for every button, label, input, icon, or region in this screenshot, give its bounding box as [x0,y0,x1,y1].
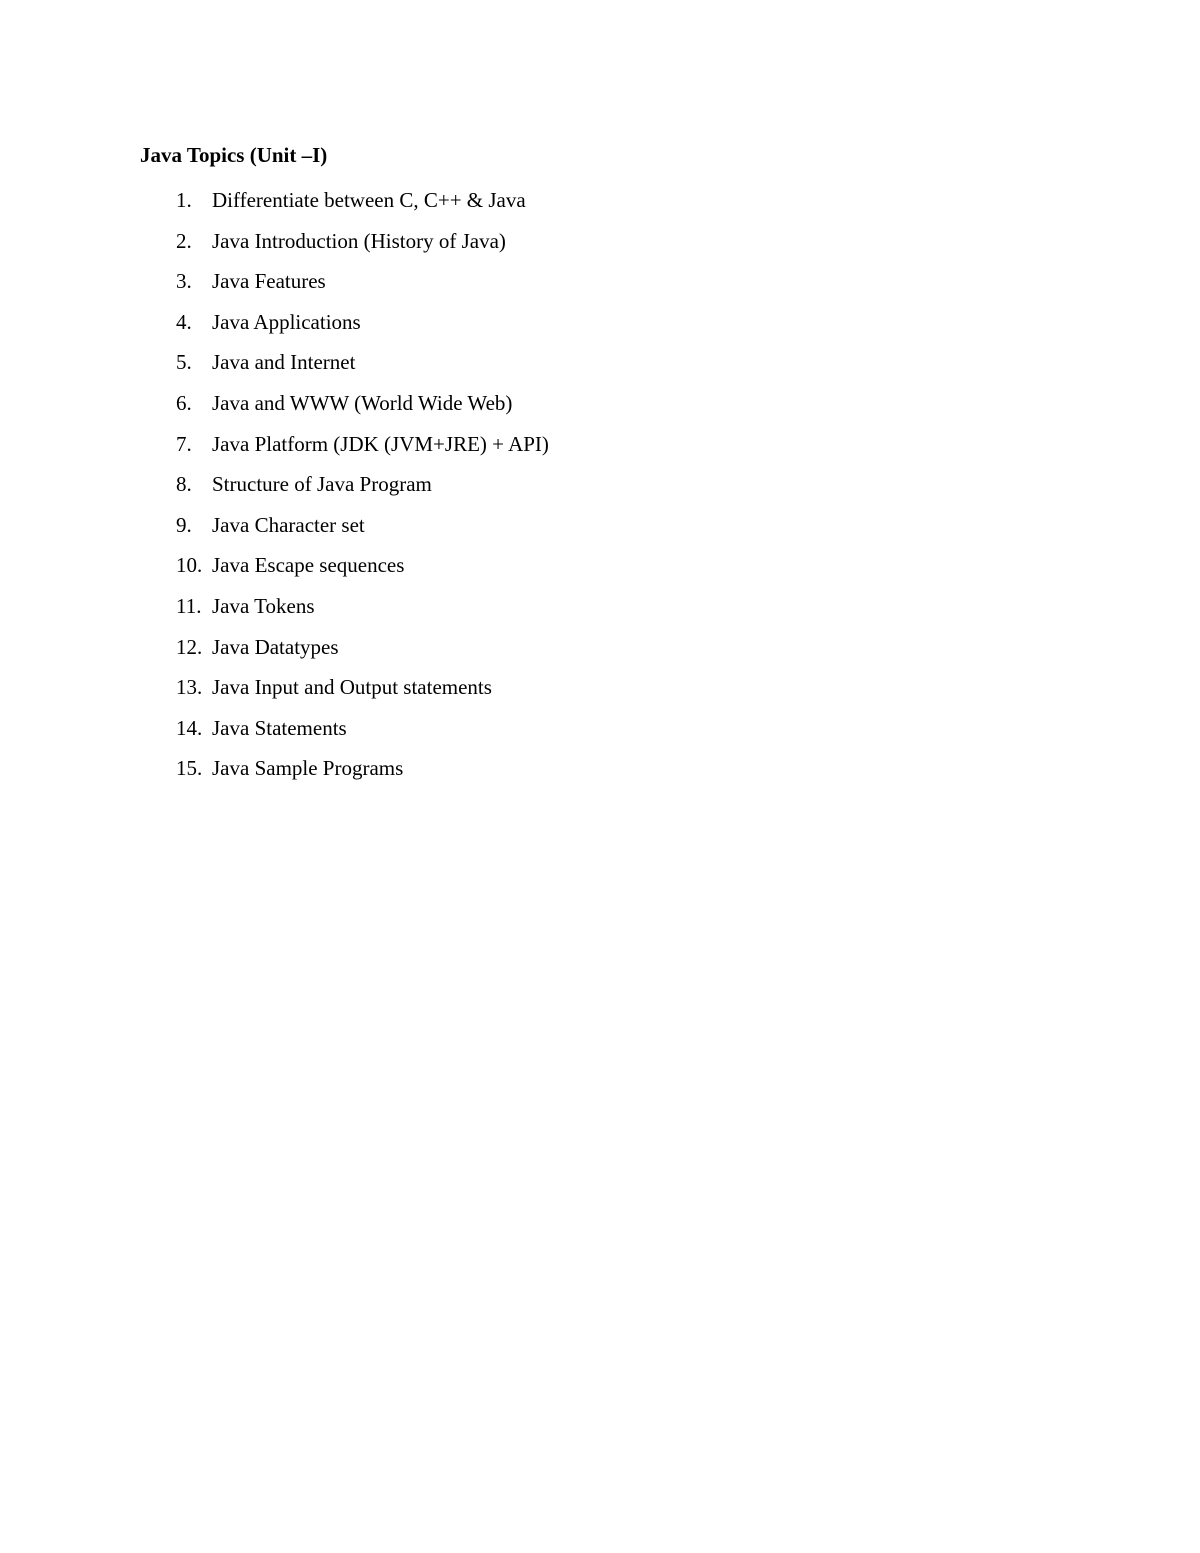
list-item-text: Java and WWW (World Wide Web) [212,390,513,415]
list-item-number: 6. [176,390,192,415]
list-item-number: 13. [176,675,203,700]
list-item-number: 4. [176,309,192,334]
list-item-number: 12. [176,634,203,659]
list-item-number: 10. [176,553,203,578]
list-item-text: Java Tokens [212,593,315,618]
list-item-number: 5. [176,350,192,375]
list-item-number: 11. [176,593,202,618]
list-item-number: 8. [176,472,192,497]
list-item-number: 15. [176,756,203,781]
list-item-text: Java and Internet [212,350,356,375]
list-item-number: 2. [176,228,192,253]
list-item-text: Java Statements [212,715,347,740]
list-item-text: Java Sample Programs [212,756,404,781]
list-item-text: Java Character set [212,512,365,537]
list-item-text: Java Datatypes [212,634,339,659]
document-title: Java Topics (Unit –I) [140,143,328,167]
list-item-number: 1. [176,188,192,212]
list-item-number: 9. [176,512,192,537]
list-item-text: Java Applications [212,309,361,334]
list-item-text: Differentiate between C, C++ & Java [212,188,526,212]
list-item-text: Java Input and Output statements [212,675,492,700]
list-item-number: 7. [176,431,192,456]
list-item-text: Structure of Java Program [212,472,432,497]
list-item-text: Java Introduction (History of Java) [212,228,506,253]
list-item-number: 14. [176,715,203,740]
list-item-text: Java Platform (JDK (JVM+JRE) + API) [212,431,549,456]
list-item-text: Java Escape sequences [212,553,405,578]
list-item-number: 3. [176,269,192,294]
list-item-text: Java Features [212,269,326,294]
